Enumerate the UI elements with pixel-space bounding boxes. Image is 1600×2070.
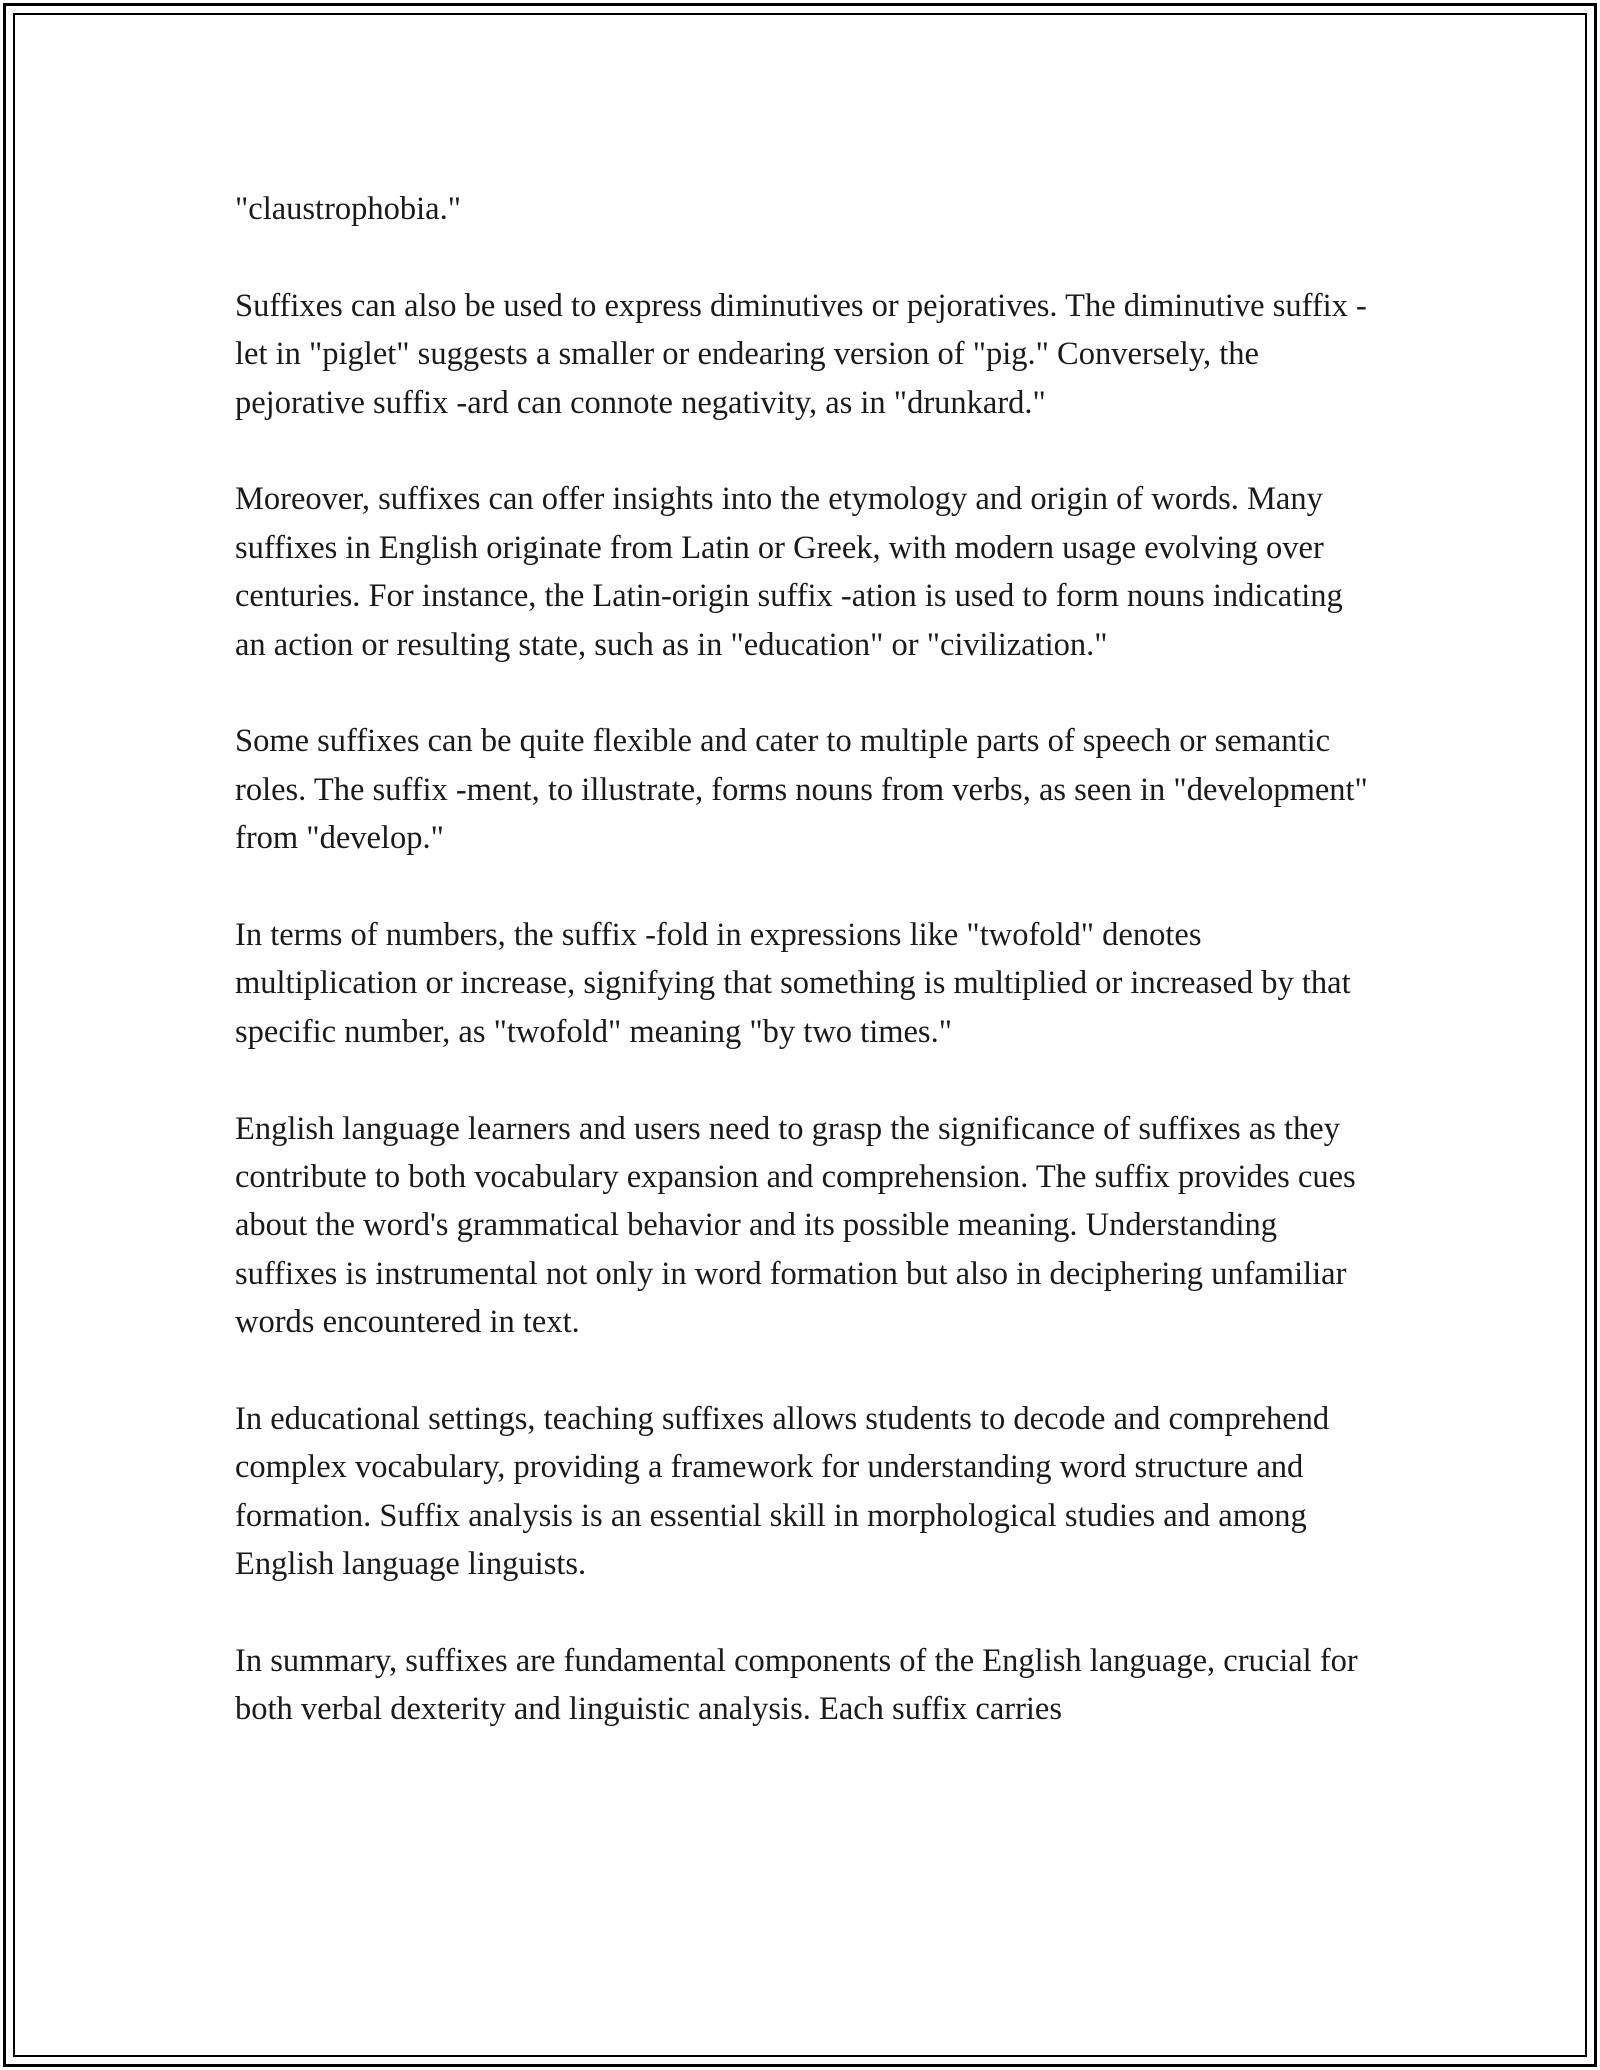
paragraph-7: In educational settings, teaching suffixes allows students to decode and comprehend complex vocabulary, providing a framework for understanding word structure and formation. Suffix analysis is an essential skill in morphological studies and among English language linguists.	[235, 1401, 1330, 1583]
paragraph-3: Moreover, suffixes can offer insights into the etymology and origin of words. Many suffixes in English originate from Latin or Greek, with modern usage evolving over centuries. For instance, the Latin-origin suffix -ation is used to form nouns indicating an action or resulting state, such as in "education" or "civilization."	[235, 481, 1343, 663]
paragraph-5: In terms of numbers, the suffix -fold in expressions like "twofold" denotes multiplication or increase, signifying that something is multiplied or increased by that specific number, as "twofold" meaning "by two times."	[235, 917, 1351, 1050]
document-body	[235, 185, 1375, 1734]
paragraph-1: "claustrophobia."	[235, 191, 461, 227]
paragraph-8: In summary, suffixes are fundamental components of the English language, crucial for both verbal dexterity and linguistic analysis. Each suffix carries	[235, 1643, 1358, 1728]
paragraph-6: English language learners and users need to grasp the significance of suffixes as they contribute to both vocabulary expansion and comprehension. The suffix provides cues about the word's grammatical behavior and its possible meaning. Understanding suffixes is instrumental not only in word formation but also in deciphering unfamiliar words encountered in text.	[235, 1110, 1356, 1341]
paragraph-2: Suffixes can also be used to express diminutives or pejoratives. The diminutive suffix -let in "piglet" suggests a smaller or endearing version of "pig." Conversely, the pejorative suffix -ard can connote negativity, as in "drunkard."	[235, 287, 1367, 421]
paragraph-4: Some suffixes can be quite flexible and cater to multiple parts of speech or semantic roles. The suffix -ment, to illustrate, forms nouns from verbs, as seen in "development" from "develop."	[235, 723, 1368, 857]
